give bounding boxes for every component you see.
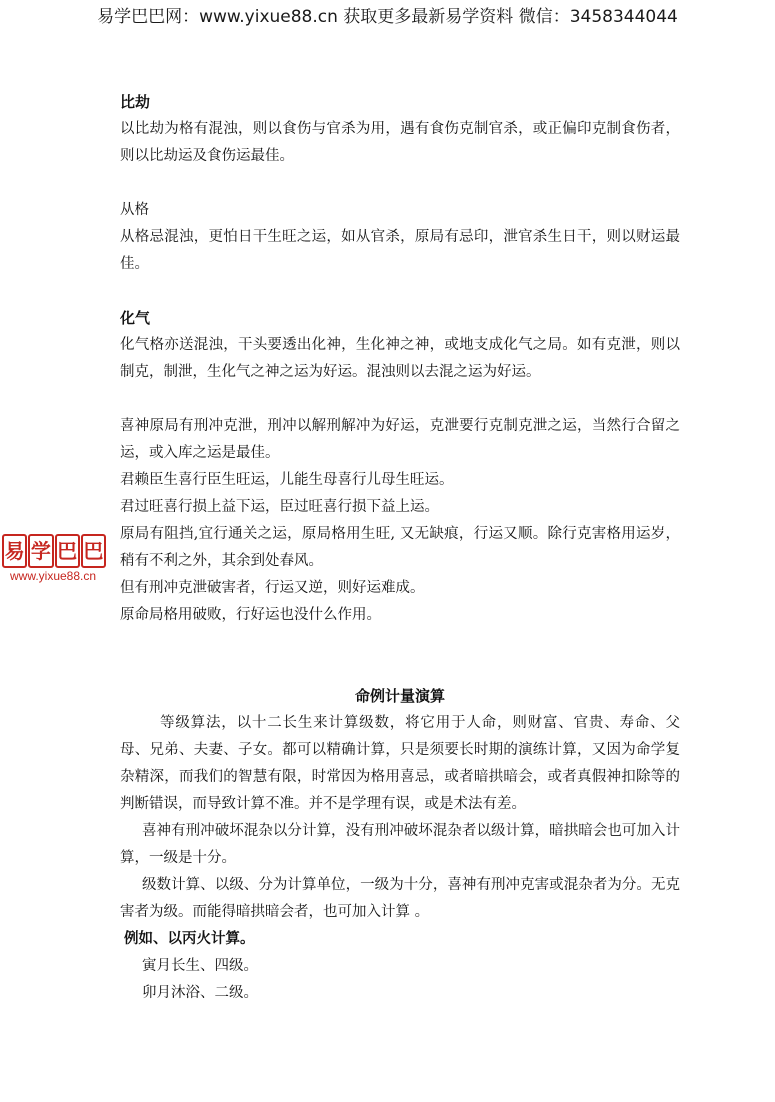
section-title-congge: 从格 [120,202,149,218]
paragraph: 化气格亦送混浊，干头要透出化神，生化神之神，或地支成化气之局。如有克泄，则以制克，制泄，生化气之神之运为好运。混浊则以去混之运为好运。 [120,337,680,380]
stamp-char: 学 [28,534,53,568]
section-title-mingli: 命例计量演算 [354,687,445,705]
paragraph: 但有刑冲克泄破害者，行运又逆，则好运难成。 [120,580,425,596]
paragraph [120,818,680,872]
example-line: 寅月长生、四级。 [142,958,258,974]
paragraph: 君赖臣生喜行臣生旺运，儿能生母喜行儿母生旺运。 [120,472,454,488]
paragraph: 等级算法，以十二长生来计算级数，将它用于人命，则财富、官贵、寿命、父母、兄弟、夫妻、子女。都可以精确计算，只是须要长时期的演练计算，又因为命学复杂精深，而我们的智慧有限，时常因为格用喜忌，或者暗拱暗会，或者真假神扣除等的判断错误，而导致计算不准。并不是学理有误，或是术法有差。 [120,715,680,812]
stamp-char: 巴 [81,534,106,568]
stamp-char: 易 [2,534,27,568]
section-title-bijie: 比劫 [120,93,151,111]
paragraph: 原命局格用破败，行好运也没什么作用。 [120,607,381,623]
site-header-banner: 易学巴巴网：www.yixue88.cn 获取更多最新易学资料 微信：3458344044 [97,7,678,27]
paragraph: 君过旺喜行损上益下运，臣过旺喜行损下益上运。 [120,499,439,515]
stamp-char: 巴 [55,534,80,568]
paragraph: 以比劫为格有混浊，则以食伤与官杀为用，遇有食伤克制官杀，或正偏印克制食伤者，则以比劫运及食伤运最佳。 [120,121,680,164]
paragraph: 喜神原局有刑冲克泄，刑冲以解刑解冲为好运，克泄要行克制克泄之运，当然行合留之运，或入库之运是最佳。 [120,418,680,461]
paragraph: 从格忌混浊，更怕日干生旺之运，如从官杀，原局有忌印，泄官杀生日干，则以财运最佳。 [120,229,680,272]
paragraph [120,872,680,926]
example-line: 卯月沐浴、二级。 [142,985,258,1001]
site-logo-stamp [2,534,106,570]
paragraph-text: 级数计算、以级、分为计算单位，一级为十分，喜神有刑冲克害或混杂者为分。无克害者为级。而能得暗拱暗会者，也可加入计算 。 [120,877,680,920]
document-body [120,89,680,1007]
example-title: 例如、以丙火计算。 [124,931,255,947]
watermark-url: www.yixue88.cn [10,569,97,583]
paragraph-text: 喜神有刑冲破坏混杂以分计算，没有刑冲破坏混杂者以级计算，暗拱暗会也可加入计算，一级是十分。 [120,823,680,866]
paragraph: 原局有阻挡,宜行通关之运，原局格用生旺, 又无缺痕，行运又顺。除行克害格用运岁，稍有不利之外，其余到处春风。 [120,526,680,569]
section-title-huaqi: 化气 [120,309,151,327]
